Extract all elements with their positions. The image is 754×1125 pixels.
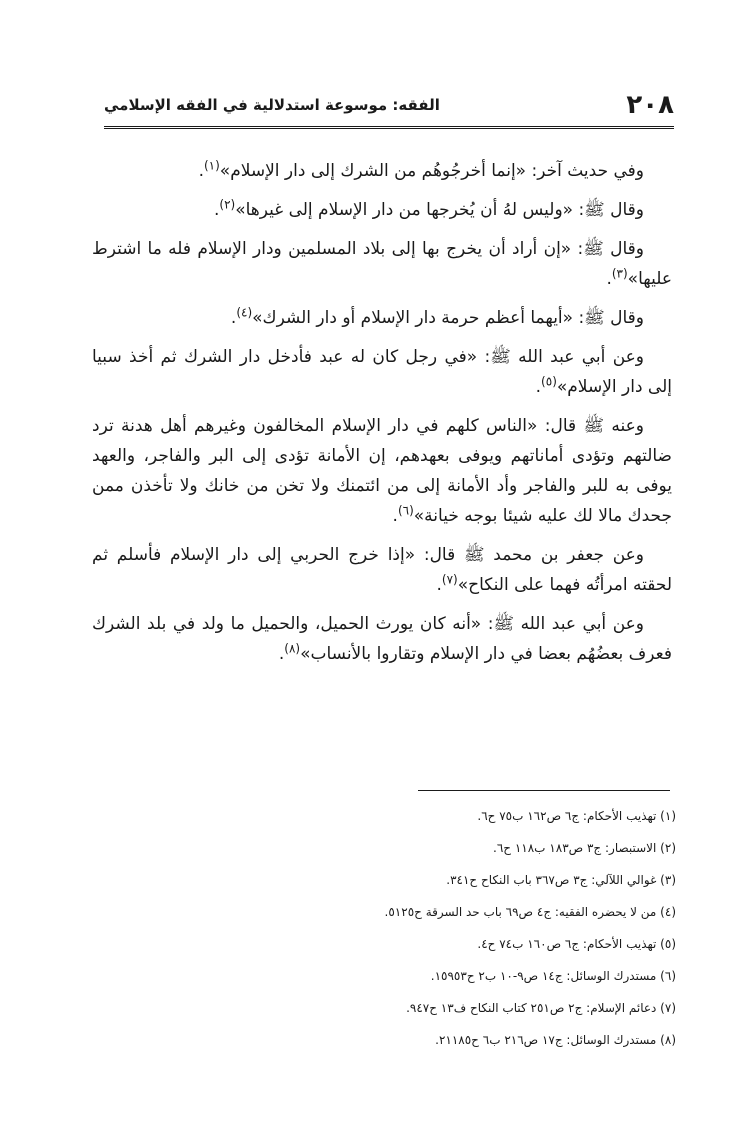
footnote-7: (٧) دعائم الإسلام: ج٢ ص٢٥١ كتاب النكاح ف١٣ ح٩٤٧.: [406, 1001, 676, 1015]
footnote-4: (٤) من لا يحضره الفقيه: ج٤ ص٦٩ باب حد السرقة ح٥١٢٥.: [384, 905, 676, 919]
footnote-separator: [418, 790, 670, 791]
header-rule: [104, 126, 674, 129]
running-title: الفقه: موسوعة استدلالية في الفقه الإسلامي: [104, 96, 440, 114]
paragraph-3: وقال ﷺ: «إن أراد أن يخرج بها إلى بلاد المسلمين ودار الإسلام فله ما اشترط عليها»$^{(٣)}$.: [92, 239, 672, 289]
footnote-ref: (٥): [541, 374, 557, 389]
footnote-ref: (٦): [397, 503, 414, 518]
paragraph-1: وفي حديث آخر: «إنما أخرجُوهُم من الشرك إلى دار الإسلام»$^{(١)}$.: [198, 158, 644, 181]
footnote-ref: (٤): [236, 305, 253, 320]
footnote-ref: (٨): [284, 641, 301, 656]
paragraph-7: وعن جعفر بن محمد ﷺ قال: «إذا خرج الحربي إلى دار الإسلام فأسلم ثم لحقته امرأتُه فهما على النكاح»$^{(٧)}$.: [92, 545, 672, 595]
page-number: ٢٠٨: [626, 90, 674, 120]
paragraph-6: وعنه ﷺ قال: «الناس كلهم في دار الإسلام المخالفون وغيرهم أهل هدنة ترد ضالتهم وتؤدى أماناتهم ويوفى بعهدهم، إن الأمانة تؤدى إلى البر والفاجر، والعهد يوفى به للبر والفاجر وأد الأمانة إلى من ائتمنك ولا تخن من خانك ولا تأخذن ممن جحدك مالا لك عليه شيئا بوجه خيانة»$^{(٦)}$.: [92, 416, 672, 526]
footnote-1: (١) تهذيب الأحكام: ج٦ ص١٦٢ ب٧٥ ح٦.: [477, 809, 676, 823]
footnote-5: (٥) تهذيب الأحكام: ج٦ ص١٦٠ ب٧٤ ح٤.: [477, 937, 676, 951]
paragraph-8: وعن أبي عبد الله ﷺ: «أنه كان يورث الحميل، والحميل ما ولد في بلد الشرك فعرف بعضُهُم بعضا في دار الإسلام وتقاروا بالأنساب»$^{(٨)}$.: [92, 614, 672, 664]
paragraph-5: وعن أبي عبد الله ﷺ: «في رجل كان له عبد فأدخل دار الشرك ثم أخذ سبيا إلى دار الإسلام»$^{(٥)}$.: [92, 347, 672, 397]
footnote-2: (٢) الاستبصار: ج٣ ص١٨٣ ب١١٨ ح٦.: [492, 841, 676, 855]
main-text: [92, 156, 672, 678]
footnote-6: (٦) مستدرك الوسائل: ج١٤ ص٩-١٠ ب٢ ح١٥٩٥٣.: [430, 969, 676, 983]
footnote-ref: (٢): [219, 197, 236, 212]
footnote-ref: (٣): [611, 266, 628, 281]
paragraph-2: وقال ﷺ: «وليس لهُ أن يُخرجها من دار الإسلام إلى غيرها»$^{(٢)}$.: [213, 197, 644, 220]
footnote-ref: (١): [203, 158, 220, 173]
footnote-3: (٣) غوالي اللآلي: ج٣ ص٣٦٧ باب النكاح ح٣٤١.: [446, 873, 676, 887]
paragraph-4: وقال ﷺ: «أيهما أعظم حرمة دار الإسلام أو دار الشرك»$^{(٤)}$.: [230, 305, 644, 328]
footnote-ref: (٧): [441, 572, 458, 587]
footnote-8: (٨) مستدرك الوسائل: ج١٧ ص٢١٦ ب٦ ح٢١١٨٥.: [435, 1033, 676, 1047]
footnotes: [200, 800, 676, 1056]
page-header: [104, 88, 674, 128]
